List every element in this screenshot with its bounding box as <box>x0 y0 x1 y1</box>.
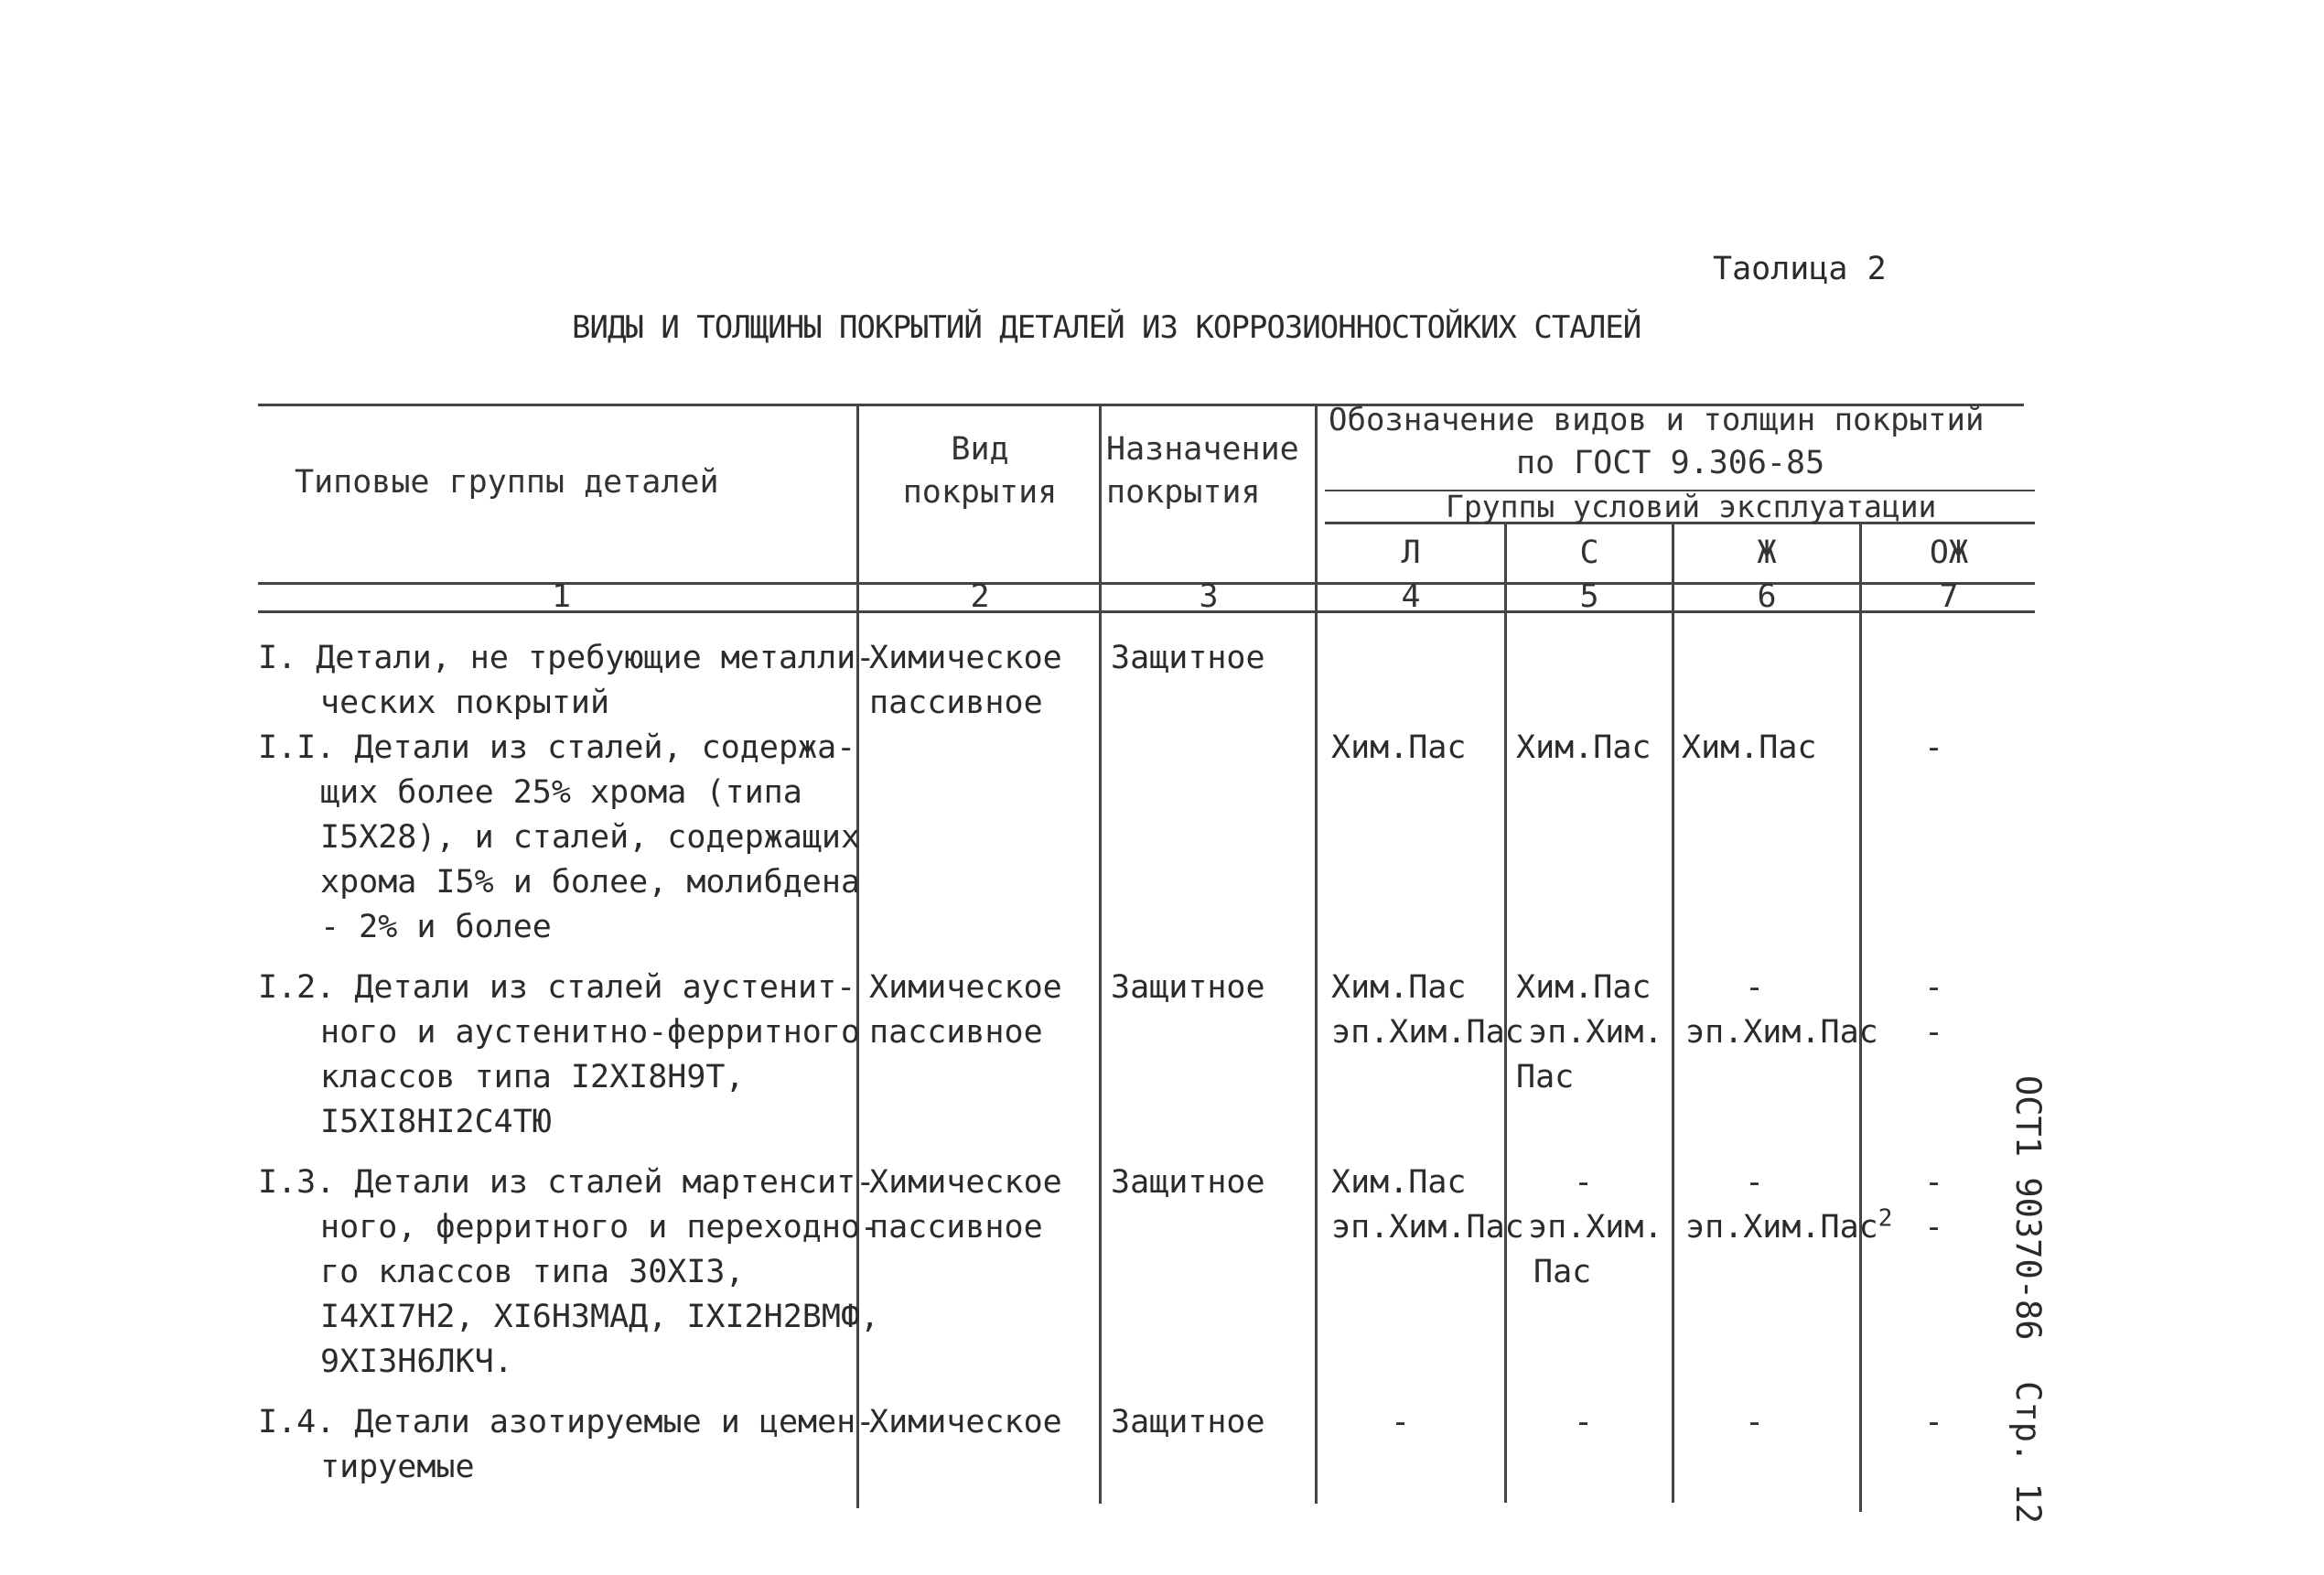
row13-name-line4: I4ХI7Н2, ХI6Н3МАД, IХI2Н2ВМФ, <box>320 1299 880 1335</box>
header-sub-zh: Ж <box>1757 534 1777 571</box>
header-col2-line2: покрытия <box>902 474 1058 511</box>
row14-type-line1: Химическое <box>869 1404 1062 1440</box>
row12-type-line1: Химическое <box>869 969 1062 1006</box>
row14-purpose: Защитное <box>1111 1404 1265 1440</box>
row13-col6-footnote: 2 <box>1877 1204 1893 1233</box>
row12-purpose: Защитное <box>1111 969 1265 1006</box>
col-number-7: 7 <box>1939 578 1959 615</box>
row12-name-line3: классов типа I2ХI8Н9Т, <box>320 1059 745 1095</box>
row12-col5-line3: Пас <box>1516 1059 1575 1095</box>
row13-name-line3: го классов типа 30ХI3, <box>320 1254 745 1290</box>
row13-col4-line2: эп.Хим.Пас <box>1331 1209 1524 1246</box>
row14-col6: - <box>1745 1404 1765 1440</box>
row1-type-line1: Химическое <box>869 640 1062 676</box>
row13-col6-line1: - <box>1745 1164 1765 1201</box>
header-designation-line2: по ГОСТ 9.306-85 <box>1516 445 1825 481</box>
row14-name-line1: I.4. Детали азотируемые и цемен- <box>258 1404 876 1440</box>
row11-name-line3: I5Х28), и сталей, содержащих <box>320 819 861 856</box>
row12-col6-line2: эп.Хим.Пас <box>1685 1014 1878 1051</box>
row13-col6-value: эп.Хим.Пас <box>1685 1209 1878 1246</box>
row11-col4: Хим.Пас <box>1331 729 1467 766</box>
row12-name-line4: I5ХI8НI2С4ТЮ <box>320 1104 552 1140</box>
row13-col5-line3: Пас <box>1533 1254 1592 1290</box>
row1-type-line2: пассивное <box>869 685 1043 721</box>
col-number-3: 3 <box>1199 578 1219 615</box>
row14-col4: - <box>1391 1404 1411 1440</box>
row13-name-line5: 9ХI3Н6ЛКЧ. <box>320 1343 513 1380</box>
row13-type-line2: пассивное <box>869 1209 1043 1246</box>
row13-col5-line1: - <box>1574 1164 1594 1201</box>
document-code-label: ОСТ1 90370-86 Стр. 12 <box>2008 1075 2048 1525</box>
row14-col7: - <box>1924 1404 1944 1440</box>
row12-name-line2: ного и аустенитно-ферритного <box>320 1014 861 1051</box>
row13-col7-line1: - <box>1924 1164 1944 1201</box>
header-sub-s: С <box>1579 534 1599 571</box>
row11-name-line2: щих более 25% хрома (типа <box>320 774 802 811</box>
col-number-1: 1 <box>552 578 572 615</box>
header-col2-line1: Вид <box>951 431 1009 468</box>
row14-col5: - <box>1574 1404 1594 1440</box>
header-col3-line1: Назначение <box>1106 431 1299 468</box>
page-title: ВИДЫ И ТОЛЩИНЫ ПОКРЫТИЙ ДЕТАЛЕЙ ИЗ КОРРОЗИОННОСТОЙКИХ СТАЛЕЙ <box>572 309 1641 346</box>
col-divider-5 <box>1672 523 1674 1503</box>
row13-col6-line2 <box>1685 1205 1892 1250</box>
row12-col7-line2: - <box>1924 1014 1944 1051</box>
header-groups: Группы условий эксплуатации <box>1446 489 1937 524</box>
row13-col4-line1: Хим.Пас <box>1331 1164 1467 1201</box>
col-number-6: 6 <box>1757 578 1777 615</box>
row13-type-line1: Химическое <box>869 1164 1062 1201</box>
row11-name-line4: хрома I5% и более, молибдена <box>320 864 861 901</box>
table-label: Таолица 2 <box>1713 251 1887 287</box>
row12-col4-line1: Хим.Пас <box>1331 969 1467 1006</box>
col-divider-1 <box>856 405 859 1508</box>
row11-name-line1: I.I. Детали из сталей, содержа- <box>258 729 856 766</box>
row12-col7-line1: - <box>1924 969 1944 1006</box>
row13-name-line1: I.3. Детали из сталей мартенсит- <box>258 1164 876 1201</box>
row12-col5-line2: эп.Хим. <box>1528 1014 1663 1051</box>
row1-name-line1: I. Детали, не требующие металли- <box>258 640 876 676</box>
row13-col5-line2: эп.Хим. <box>1528 1209 1663 1246</box>
row1-name-line2: ческих покрытий <box>320 685 610 721</box>
row12-col6-line1: - <box>1745 969 1765 1006</box>
row12-col5-line1: Хим.Пас <box>1516 969 1652 1006</box>
header-col1: Типовые группы деталей <box>295 464 719 501</box>
col-number-2: 2 <box>970 578 990 615</box>
col-number-4: 4 <box>1401 578 1421 615</box>
row13-name-line2: ного, ферритного и переходно- <box>320 1209 880 1246</box>
header-sub-ozh: ОЖ <box>1929 534 1969 571</box>
row12-col4-line2: эп.Хим.Пас <box>1331 1014 1524 1051</box>
row12-type-line2: пассивное <box>869 1014 1043 1051</box>
col-divider-2 <box>1099 405 1102 1504</box>
header-col3-line2: покрытия <box>1106 474 1261 511</box>
row12-name-line1: I.2. Детали из сталей аустенит- <box>258 969 856 1006</box>
row14-name-line2: тируемые <box>320 1449 475 1485</box>
header-sub-l: Л <box>1401 534 1421 571</box>
row13-purpose: Защитное <box>1111 1164 1265 1201</box>
row13-col7-line2: - <box>1924 1209 1944 1246</box>
row11-col7: - <box>1924 729 1944 766</box>
row11-col6: Хим.Пас <box>1682 729 1817 766</box>
row1-purpose: Защитное <box>1111 640 1265 676</box>
row11-name-line5: - 2% и более <box>320 909 552 945</box>
row11-col5: Хим.Пас <box>1516 729 1652 766</box>
col-number-5: 5 <box>1579 578 1599 615</box>
header-designation-line1: Обозначение видов и толщин покрытий <box>1329 402 1985 438</box>
